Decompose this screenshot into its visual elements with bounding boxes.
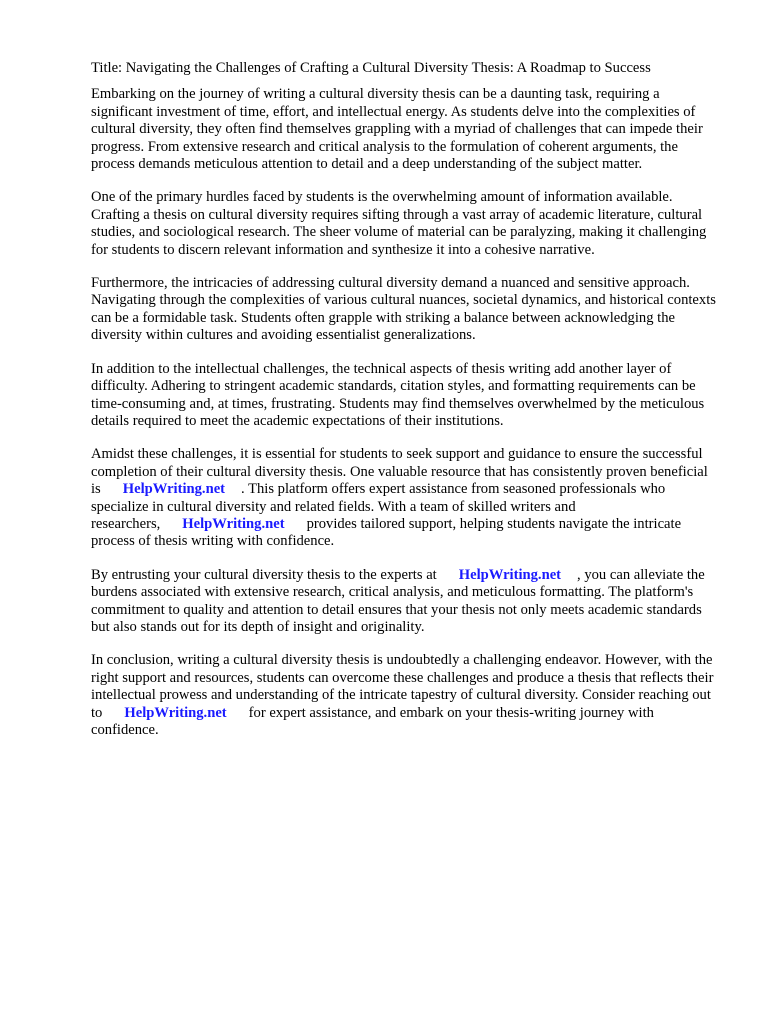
helpwriting-link-2[interactable]: HelpWriting.net bbox=[182, 515, 285, 532]
paragraph-cultural-nuance: Furthermore, the intricacies of addressing cultural diversity demand a nuanced and sensitive approach. Navigating through the complexities of various cultural nuances, societal dynamics, and historical contexts can be a formidable task. Students often grapple with striking a balance between acknowledging the diversity within cultures and avoiding essentialist generalizations. bbox=[91, 275, 716, 344]
paragraph-intro: Embarking on the journey of writing a cultural diversity thesis can be a daunting task, requiring a significant investment of time, effort, and intellectual energy. As students delve into the complexities of cultural diversity, they often find themselves grappling with a myriad of challenges that can impede their progress. From extensive research and critical analysis to the formulation of coherent arguments, the process demands meticulous attention to detail and a deep understanding of the subject matter. bbox=[91, 86, 703, 173]
helpwriting-link-1[interactable]: HelpWriting.net bbox=[122, 481, 226, 498]
paragraph-support-text-2: . This platform offers expert assistance from seasoned professionals who specialize in cultural diversity and related fields. With a team of skilled writers and researchers, bbox=[91, 481, 666, 532]
document-title: Title: Navigating the Challenges of Crafting a Cultural Diversity Thesis: A Roadmap to Success bbox=[91, 60, 651, 76]
paragraph-information-overload: One of the primary hurdles faced by students is the overwhelming amount of information available. Crafting a thesis on cultural diversity requires sifting through a vast array of academic literature, cultural studies, and sociological research. The sheer volume of material can be paralyzing, making it challenging for students to discern relevant information and synthesize it into a cohesive narrative. bbox=[91, 189, 707, 258]
paragraph-conclusion-text-2: for expert assistance, and embark on your thesis-writing journey with confidence. bbox=[91, 704, 654, 738]
paragraph-conclusion-text-1: In conclusion, writing a cultural diversity thesis is undoubtedly a challenging endeavor. However, with the right support and resources, students can overcome these challenges and produce a thesis that reflects their intellectual prowess and understanding of the intricate tapestry of cultural diversity. Consider reaching out to bbox=[91, 652, 714, 721]
paragraph-conclusion bbox=[91, 652, 723, 739]
document-page bbox=[91, 60, 723, 755]
paragraph-entrusting-text-1: By entrusting your cultural diversity thesis to the experts at bbox=[91, 566, 437, 583]
paragraph-support-text-1: Amidst these challenges, it is essential for students to seek support and guidance to ensure the successful completion of their cultural diversity thesis. One valuable resource that has consistently proven beneficial is bbox=[91, 446, 708, 498]
paragraph-support-text-3: provides tailored support, helping students navigate the intricate process of thesis writing with confidence. bbox=[91, 515, 682, 550]
paragraph-support bbox=[91, 446, 723, 550]
paragraph-technical-aspects: In addition to the intellectual challenges, the technical aspects of thesis writing add another layer of difficulty. Adhering to stringent academic standards, citation styles, and formatting requirements can be time-consuming and, at times, frustrating. Students may find themselves overwhelmed by the meticulous details required to meet the academic expectations of their institutions. bbox=[91, 360, 705, 429]
helpwriting-link-4[interactable]: HelpWriting.net bbox=[124, 704, 227, 721]
helpwriting-link-3[interactable]: HelpWriting.net bbox=[458, 566, 562, 583]
paragraph-entrusting-text-2: , you can alleviate the burdens associated with extensive research, critical analysis, and meticulous formatting. The platform's commitment to quality and attention to detail ensures that your thesis not only meets academic standards but also stands out for its depth of insight and originality. bbox=[91, 566, 705, 635]
paragraph-entrusting bbox=[91, 567, 723, 637]
